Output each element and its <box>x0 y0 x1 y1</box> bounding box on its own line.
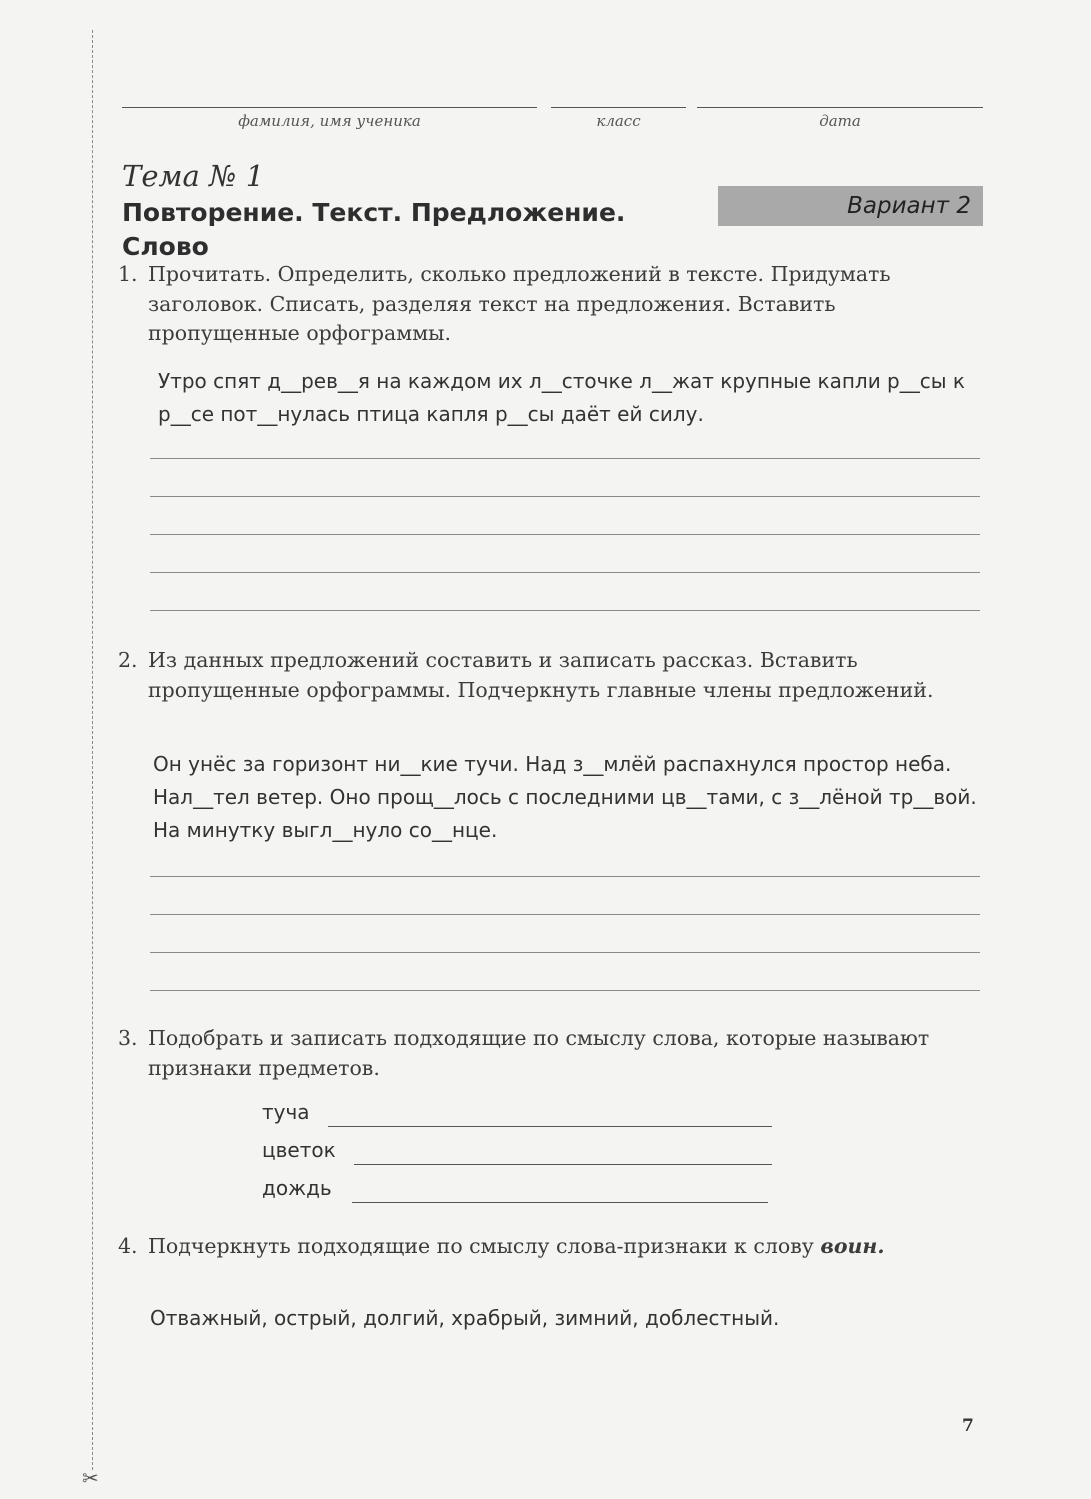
task-instruction-text: Подчеркнуть подходящие по смыслу слова-признаки к слову <box>148 1234 814 1258</box>
task-instruction <box>148 1232 986 1262</box>
task-number: 4. <box>118 1234 138 1258</box>
variant-badge: Вариант 2 <box>718 186 983 226</box>
answer-line[interactable] <box>150 914 980 915</box>
student-name-caption: фамилия, имя ученика <box>238 112 421 130</box>
word-answer-line[interactable] <box>354 1164 772 1165</box>
word-label: туча <box>262 1100 310 1124</box>
answer-line[interactable] <box>150 496 980 497</box>
word-row-dozhd <box>262 1176 772 1208</box>
cut-line <box>92 30 93 1470</box>
class-field[interactable] <box>551 107 686 108</box>
word-row-tucha <box>262 1100 772 1132</box>
task-4-words[interactable]: Отважный, острый, долгий, храбрый, зимний, доблестный. <box>150 1306 780 1330</box>
answer-line[interactable] <box>150 876 980 877</box>
task-instruction: Подобрать и записать подходящие по смыслу слова, которые называют признаки предметов. <box>148 1026 930 1080</box>
scissors-icon: ✂ <box>82 1466 99 1490</box>
task-instruction: Прочитать. Определить, сколько предложений в тексте. Придумать заголовок. Списать, разделяя текст на предложения. Вставить пропущенные орфограммы. <box>148 262 891 345</box>
answer-line[interactable] <box>150 952 980 953</box>
topic-number: Тема № 1 <box>122 159 265 193</box>
student-name-field[interactable] <box>122 107 537 108</box>
word-row-tsvetok <box>262 1138 772 1170</box>
word-answer-line[interactable] <box>328 1126 772 1127</box>
word-label: цветок <box>262 1138 336 1162</box>
task-2 <box>118 646 986 705</box>
task-number: 3. <box>118 1026 138 1050</box>
class-caption: класс <box>596 112 641 130</box>
task-number: 2. <box>118 648 138 672</box>
date-field[interactable] <box>697 107 983 108</box>
task-keyword: воин. <box>820 1234 885 1258</box>
word-answer-line[interactable] <box>352 1202 768 1203</box>
answer-line[interactable] <box>150 458 980 459</box>
answer-line[interactable] <box>150 610 980 611</box>
topic-title: Повторение. Текст. Предложение. Слово <box>122 198 626 261</box>
word-label: дождь <box>262 1176 332 1200</box>
task-instruction: Из данных предложений составить и записать рассказ. Вставить пропущенные орфограммы. Подчеркнуть главные члены предложений. <box>148 648 934 702</box>
task-4 <box>118 1232 986 1262</box>
date-caption: дата <box>819 112 861 130</box>
task-3 <box>118 1024 986 1083</box>
answer-line[interactable] <box>150 990 980 991</box>
page-number: 7 <box>962 1416 974 1436</box>
answer-line[interactable] <box>150 534 980 535</box>
task-1-text: Утро спят д__рев__я на каждом их л__сточке л__жат крупные капли р__сы к р__се пот__нулась птица капля р__сы даёт ей силу. <box>158 369 965 426</box>
task-1 <box>118 260 986 349</box>
answer-line[interactable] <box>150 572 980 573</box>
task-2-text: Он унёс за горизонт ни__кие тучи. Над з__млёй распахнулся простор неба. Нал__тел ветер. Оно прощ__лось с последними цв__тами, с з__лёной тр__вой. На минутку выгл__нуло со__нце. <box>153 752 977 842</box>
task-number: 1. <box>118 262 138 286</box>
